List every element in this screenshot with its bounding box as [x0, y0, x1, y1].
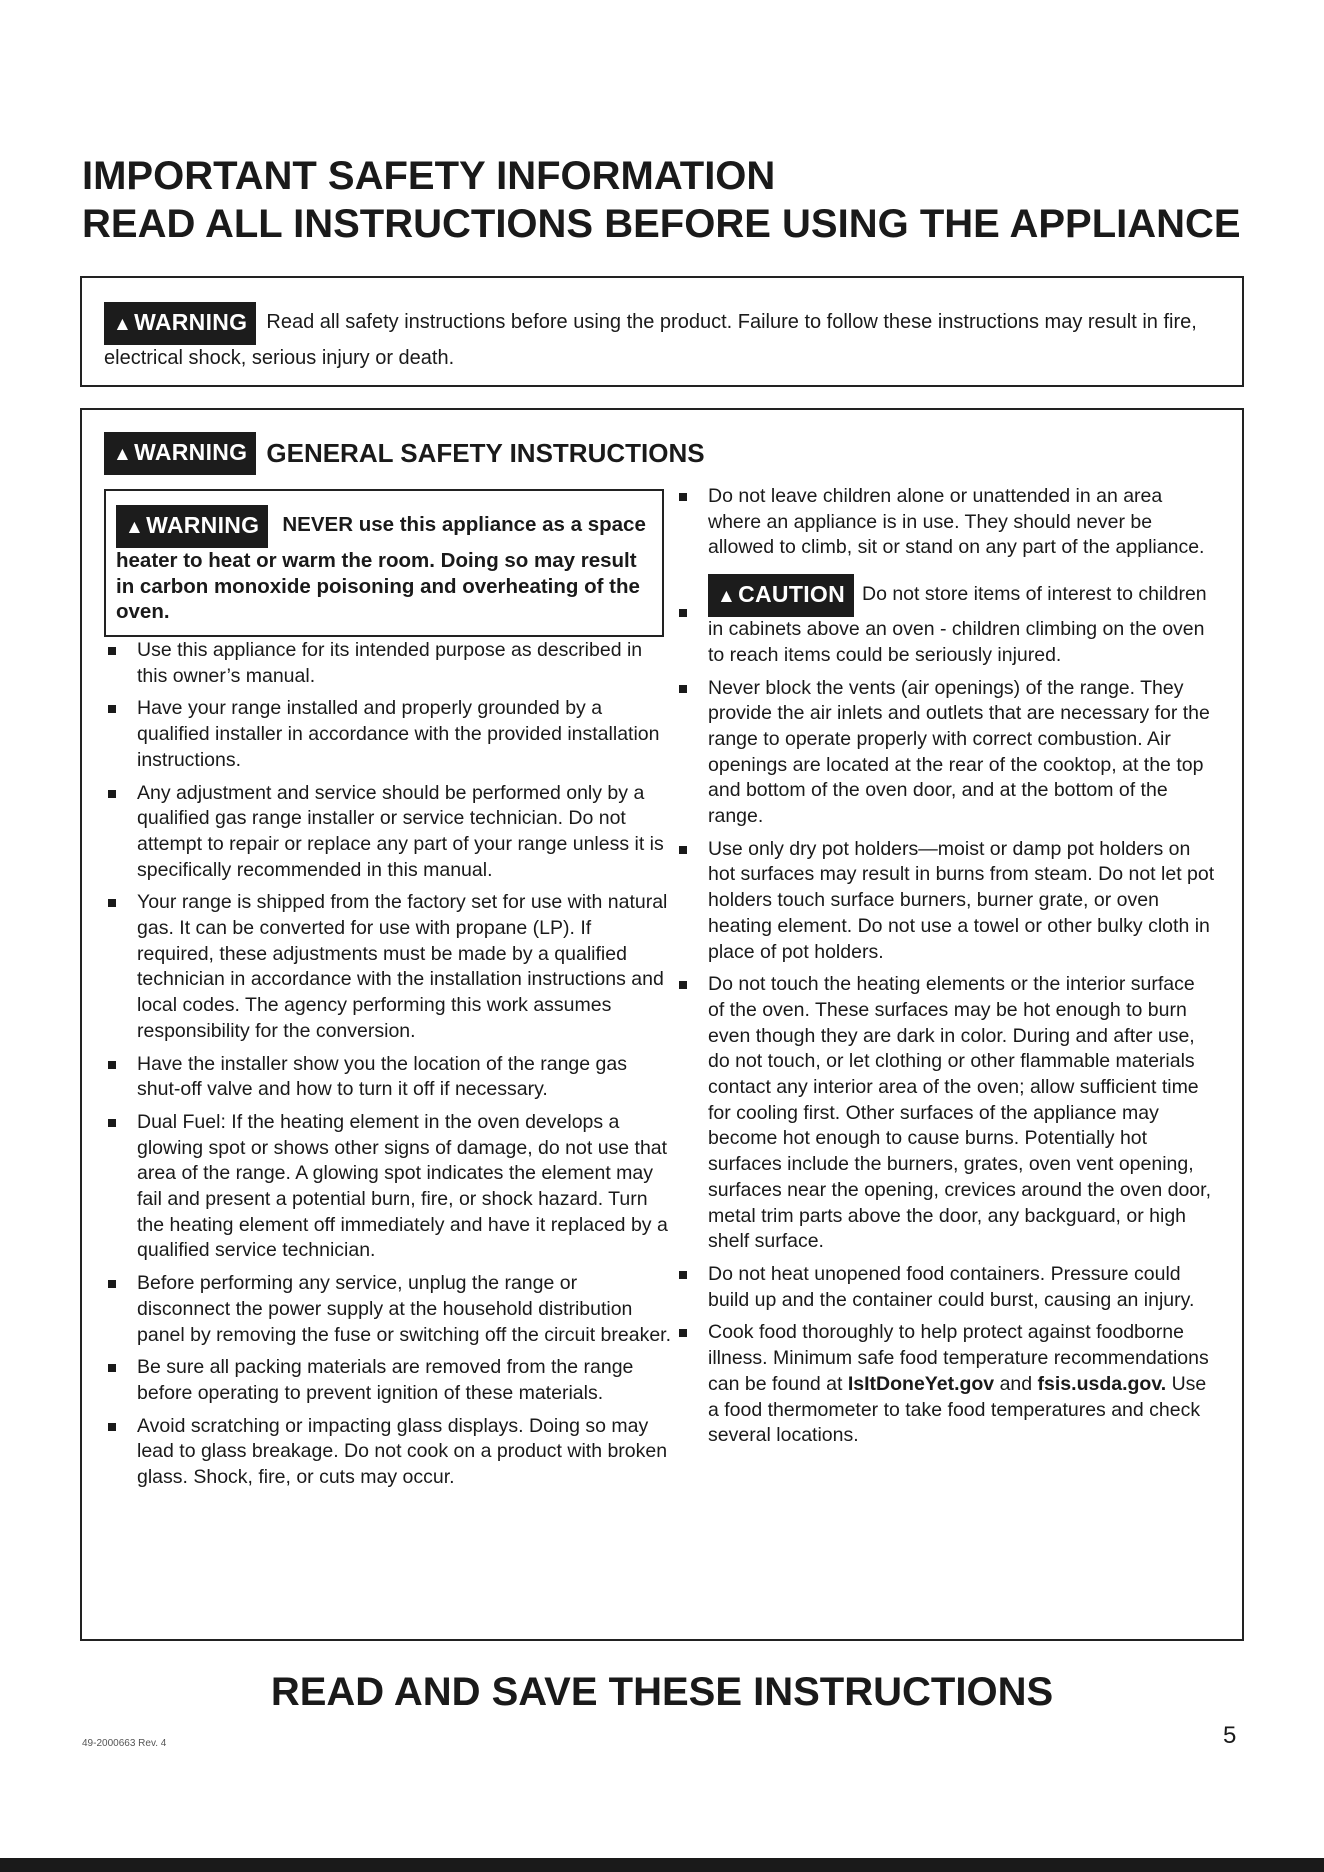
and-text: and: [999, 1372, 1033, 1395]
cook-food-text-end: Use a food thermometer to take food temperatures and check several locations.: [708, 1372, 1207, 1447]
general-safety-heading: [104, 432, 705, 475]
cook-food-text: Cook food thoroughly to help protect against foodborne illness. Minimum safe food temperature recommendations can be found at: [708, 1321, 1209, 1395]
list-item: [675, 1320, 1215, 1449]
page-title-line-2: READ ALL INSTRUCTIONS BEFORE USING THE APPLIANCE: [82, 202, 1241, 246]
list-item: Be sure all packing materials are removed from the range before operating to prevent ignition of these materials.: [104, 1355, 672, 1406]
space-heater-warning-text: NEVER use this appliance as a space heater to heat or warm the room. Doing so may result in carbon monoxide poisoning and overheating of the oven.: [116, 513, 646, 623]
document-id: 49-2000663 Rev. 4: [82, 1738, 167, 1749]
page-number: 5: [1223, 1722, 1237, 1749]
warning-triangle-icon: ▲: [717, 586, 737, 608]
space-heater-warning-box: [104, 489, 664, 637]
list-item: Dual Fuel: If the heating element in the oven develops a glowing spot or shows other signs of damage, do not use that area of the range. A glowing spot indicates the element may fail and present a potential burn, fire, or shock hazard. Turn the heating element off immediately and have it replaced by a qualified service technician.: [104, 1110, 672, 1264]
list-item: Never block the vents (air openings) of the range. They provide the air inlets and outlets that are necessary for the range to operate properly with correct combustion. Air openings are located at the rear of the cooktop, at the top and bottom of the oven door, and at the bottom of the range.: [675, 676, 1215, 830]
intro-warning-box: [80, 276, 1244, 387]
warning-triangle-icon: ▲: [113, 444, 133, 465]
intro-warning-text: Read all safety instructions before using the product. Failure to follow these instructions may result in fire, electrical shock, serious injury or death.: [104, 311, 1197, 369]
list-item: Have the installer show you the location of the range gas shut-off valve and how to turn it off if necessary.: [104, 1052, 672, 1103]
list-item: Do not heat unopened food containers. Pressure could build up and the container could burst, causing an injury.: [675, 1262, 1215, 1313]
warning-triangle-icon: ▲: [113, 314, 133, 335]
bottom-rule: [0, 1858, 1324, 1872]
section-title: GENERAL SAFETY INSTRUCTIONS: [266, 438, 705, 468]
list-item: Use this appliance for its intended purpose as described in this owner’s manual.: [104, 638, 672, 689]
isitdoneyet-link[interactable]: IsItDoneYet.gov: [847, 1372, 995, 1395]
general-safety-box: [80, 408, 1244, 1641]
list-item: Any adjustment and service should be performed only by a qualified gas range installer or service technician. Do not attempt to repair or replace any part of your range unless it is specifically recommended in this manual.: [104, 781, 672, 884]
list-item: Before performing any service, unplug the range or disconnect the power supply at the household distribution panel by removing the fuse or switching off the circuit breaker.: [104, 1271, 672, 1348]
warning-badge: ▲WARNING: [104, 302, 256, 345]
left-instruction-list: [104, 638, 672, 1498]
caution-list-item: [675, 568, 1215, 668]
footer-title: READ AND SAVE THESE INSTRUCTIONS: [270, 1670, 1054, 1714]
list-item: Have your range installed and properly grounded by a qualified installer in accordance with the provided installation instructions.: [104, 696, 672, 773]
warning-badge: ▲WARNING: [116, 505, 268, 548]
page-title-line-1: IMPORTANT SAFETY INFORMATION: [82, 154, 776, 198]
warning-badge: ▲WARNING: [104, 432, 256, 475]
right-instruction-list: [675, 484, 1215, 1456]
list-item: Use only dry pot holders—moist or damp pot holders on hot surfaces may result in burns from steam. Do not let pot holders touch surface burners, burner grate, or oven heating element. Do not use a towel or other bulky cloth in place of pot holders.: [675, 837, 1215, 966]
list-item: Your range is shipped from the factory set for use with natural gas. It can be converted for use with propane (LP). If required, these adjustments must be made by a qualified technician in accordance with the installation instructions and local codes. The agency performing this work assumes responsibility for the conversion.: [104, 890, 672, 1044]
warning-triangle-icon: ▲: [125, 517, 145, 538]
fsis-link[interactable]: fsis.usda.gov.: [1037, 1372, 1167, 1395]
page-title: [82, 152, 1241, 248]
list-item: Avoid scratching or impacting glass displays. Doing so may lead to glass breakage. Do not cook on a product with broken glass. Shock, fire, or cuts may occur.: [104, 1414, 672, 1491]
caution-text: Do not store items of interest to children in cabinets above an oven - children climbing on the oven to reach items could be seriously injured.: [708, 583, 1207, 666]
list-item: Do not leave children alone or unattended in an area where an appliance is in use. They should never be allowed to climb, sit or stand on any part of the appliance.: [675, 484, 1215, 561]
list-item: Do not touch the heating elements or the interior surface of the oven. These surfaces may be hot enough to burn even though they are dark in color. During and after use, do not touch, or let clothing or other flammable materials contact any interior area of the oven; allow sufficient time for cooling first. Other surfaces of the appliance may become hot enough to cause burns. Potentially hot surfaces include the burners, grates, oven vent opening, surfaces near the opening, crevices around the oven door, metal trim parts above the door, any backguard, or high shelf surface.: [675, 972, 1215, 1255]
caution-badge: ▲CAUTION: [708, 574, 854, 617]
